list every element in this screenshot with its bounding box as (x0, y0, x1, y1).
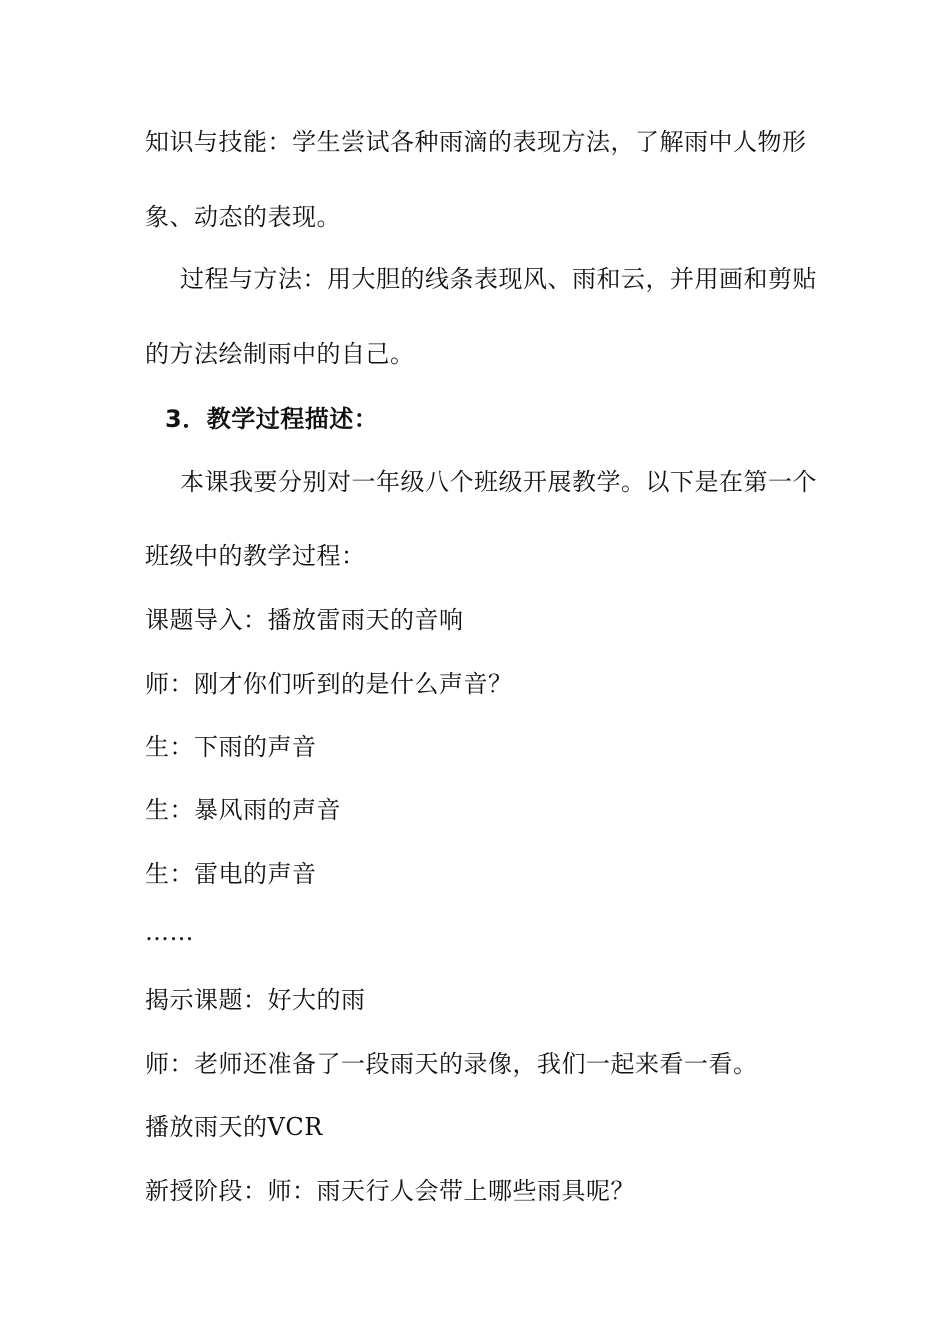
lesson-intro-line: 课题导入：播放雷雨天的音响 (145, 606, 464, 634)
teacher-question-line: 师：刚才你们听到的是什么声音？ (145, 670, 513, 698)
section-heading-teaching-process: 3．教学过程描述： (165, 405, 379, 433)
paragraph-intro-line-2: 班级中的教学过程： (145, 542, 366, 570)
reveal-topic-line: 揭示课题：好大的雨 (145, 986, 366, 1014)
paragraph-process-method-line-2: 的方法绘制雨中的自己。 (145, 340, 415, 368)
paragraph-process-method-line-1: 过程与方法：用大胆的线条表现风、雨和云，并用画和剪贴 (180, 265, 817, 293)
play-vcr-line: 播放雨天的VCR (145, 1113, 323, 1141)
paragraph-knowledge-skills-line-2: 象、动态的表现。 (145, 203, 341, 231)
ellipsis-line: …… (145, 918, 194, 946)
teacher-video-line: 师：老师还准备了一段雨天的录像，我们一起来看一看。 (145, 1050, 758, 1078)
paragraph-intro-line-1: 本课我要分别对一年级八个班级开展教学。以下是在第一个 (180, 468, 817, 496)
new-lesson-line: 新授阶段：师：雨天行人会带上哪些雨具呢？ (145, 1177, 635, 1205)
student-answer-line: 生：雷电的声音 (145, 860, 317, 888)
student-answer-line: 生：下雨的声音 (145, 733, 317, 761)
student-answer-line: 生：暴风雨的声音 (145, 796, 341, 824)
paragraph-knowledge-skills-line-1: 知识与技能：学生尝试各种雨滴的表现方法，了解雨中人物形 (145, 128, 807, 156)
